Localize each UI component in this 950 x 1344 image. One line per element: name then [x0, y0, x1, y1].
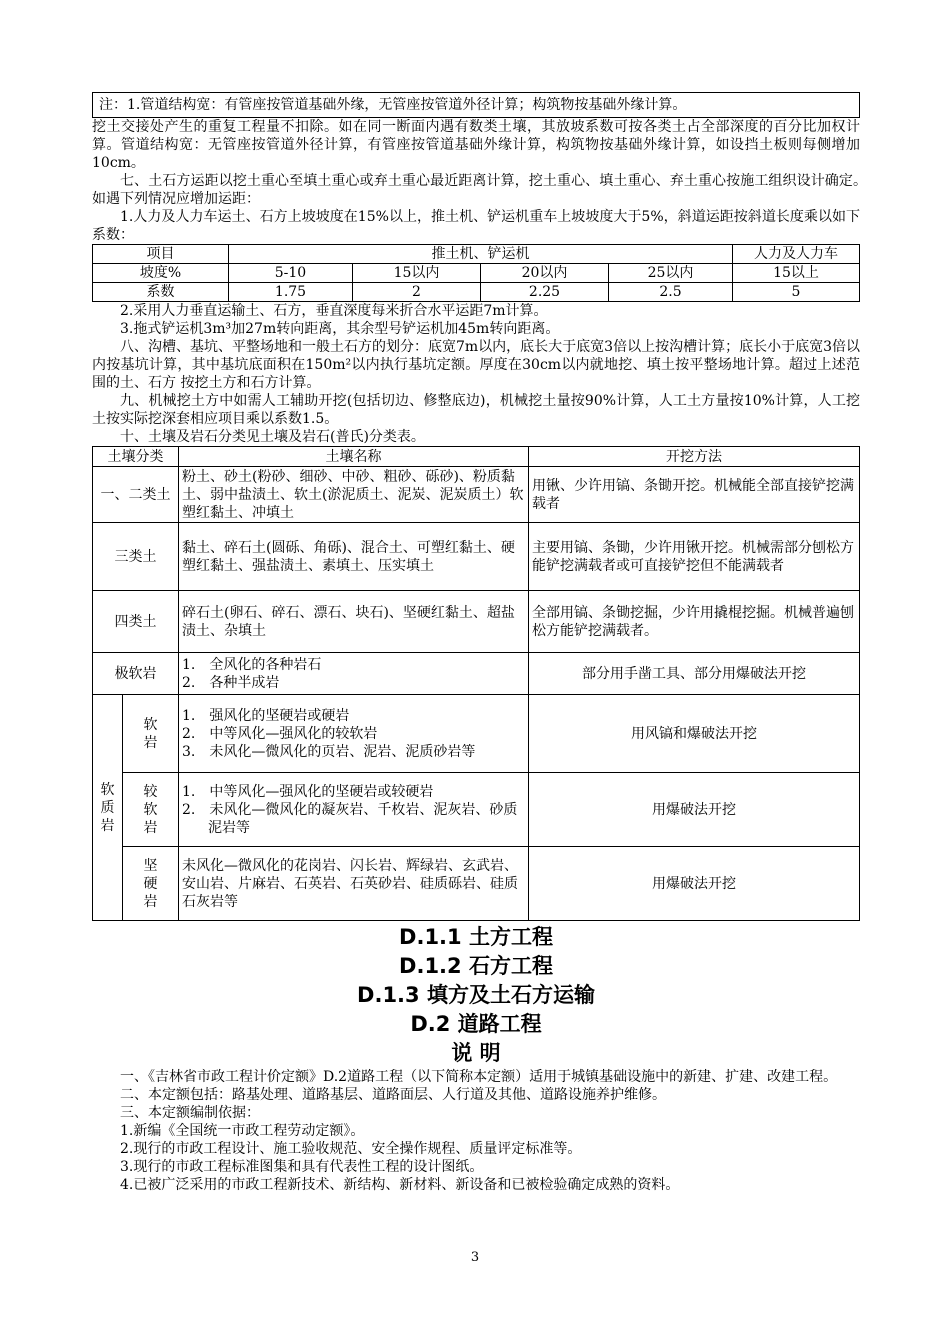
soil-name: 未风化—微风化的花岗岩、闪长岩、辉绿岩、玄武岩、安山岩、片麻岩、石英岩、石英砂岩、硅质砾岩、硅质石灰岩等 — [179, 847, 529, 921]
list-item: 1. 中等风化—强风化的坚硬岩或较硬岩 — [182, 783, 434, 800]
table-header: 人力及人力车 — [733, 245, 860, 264]
table-cell: 5 — [733, 283, 860, 302]
paragraph: 二、本定额包括：路基处理、道路基层、道路面层、人行道及其他、道路设施养护维修。 — [120, 1087, 666, 1103]
paragraph: 3.现行的市政工程标准图集和具有代表性工程的设计图纸。 — [120, 1159, 484, 1175]
rock-subclass — [123, 847, 179, 921]
soil-class: 一、二类土 — [93, 467, 179, 523]
paragraph: 九、机械挖土方中如需人工辅助开挖(包括切边、修整底边)，机械挖土量按90%计算，人工土方量按10%计算，人工挖土按实际挖深套相应项目乘以系数1.5。 — [92, 393, 860, 427]
table-header: 开挖方法 — [529, 447, 860, 467]
table-cell: 2 — [353, 283, 481, 302]
soil-name — [179, 773, 529, 847]
rock-subclass — [123, 773, 179, 847]
paragraph: 1.新编《全国统一市政工程劳动定额》。 — [120, 1123, 365, 1139]
soil-classification-table — [92, 446, 860, 921]
table-header: 推土机、铲运机 — [229, 245, 733, 264]
paragraph: 七、土石方运距以挖土重心至填土重心或弃土重心最近距离计算，挖土重心、填土重心、弃土重心按施工组织设计确定。 如遇下列情况应增加运距： — [92, 173, 874, 207]
dig-method: 用爆破法开挖 — [529, 847, 860, 921]
table-row — [93, 773, 860, 847]
table-row — [93, 695, 860, 773]
paragraph: 2.采用人力垂直运输土、石方，垂直深度每米折合水平运距7m计算。 — [120, 303, 548, 319]
table-cell: 20以内 — [481, 264, 609, 283]
soil-name: 粉土、砂土(粉砂、细砂、中砂、粗砂、砾砂)、粉质黏土、弱中盐渍土、软土(淤泥质土、泥炭、泥炭质土）软塑红黏土、冲填土 — [179, 467, 529, 523]
table-row — [93, 591, 860, 653]
table-cell: 坡度% — [93, 264, 229, 283]
table-header: 土壤分类 — [93, 447, 179, 467]
document-page — [92, 92, 874, 1194]
table-cell: 2.5 — [609, 283, 733, 302]
soil-name: 碎石土(卵石、碎石、漂石、块石)、坚硬红黏土、超盐渍土、杂填土 — [179, 591, 529, 653]
table-cell: 15以上 — [733, 264, 860, 283]
list-item: 2. 各种半成岩 — [182, 674, 280, 691]
subclass-label: 坚硬岩 — [143, 857, 158, 910]
subclass-label: 软岩 — [143, 716, 158, 751]
table-cell: 系数 — [93, 283, 229, 302]
soft-rock-group — [93, 695, 123, 921]
dig-method: 用爆破法开挖 — [529, 773, 860, 847]
table-cell: 5-10 — [229, 264, 353, 283]
slope-coefficient-table — [92, 244, 860, 302]
dig-method: 用锹、少许用镐、条锄开挖。机械能全部直接铲挖满载者 — [529, 467, 860, 523]
section-heading: D.1.2 石方工程 — [399, 954, 553, 978]
paragraph: 三、本定额编制依据： — [120, 1105, 260, 1121]
subclass-label: 较软岩 — [143, 783, 158, 836]
table-cell: 25以内 — [609, 264, 733, 283]
table-header: 土壤名称 — [179, 447, 529, 467]
soil-class: 四类土 — [93, 591, 179, 653]
list-item: 2. 未风化—微风化的凝灰岩、千枚岩、泥灰岩、砂质泥岩等 — [182, 801, 518, 836]
table-row — [93, 264, 860, 283]
table-cell: 15以内 — [353, 264, 481, 283]
dig-method: 主要用镐、条锄，少许用锹开挖。机械需部分刨松方能铲挖满载者或可直接铲挖但不能满载者 — [529, 523, 860, 591]
section-heading: D.1.3 填方及土石方运输 — [357, 983, 595, 1007]
dig-method: 部分用手凿工具、部分用爆破法开挖 — [529, 653, 860, 695]
soil-name: 黏土、碎石土(圆砾、角砾)、混合土、可塑红黏土、硬塑红黏土、强盐渍土、素填土、压实填土 — [179, 523, 529, 591]
dig-method: 用风镐和爆破法开挖 — [529, 695, 860, 773]
table-row — [93, 283, 860, 302]
table-row — [93, 847, 860, 921]
paragraph: 3.拖式铲运机3m³加27m转向距离，其余型号铲运机加45m转向距离。 — [120, 321, 560, 337]
table-header: 项目 — [93, 245, 229, 264]
paragraph: 八、沟槽、基坑、平整场地和一般土石方的划分：底宽7m以内，底长大于底宽3倍以上按沟槽计算；底长小于底宽3倍以内按基坑计算，其中基坑底面积在150m²以内执行基坑定额。厚度在30cm以内就地挖、填土按平整场地计算。超过上述范围的土、石方 按挖土方和石方计算。 — [92, 339, 860, 391]
paragraph: 十、土壤及岩石分类见土壤及岩石(普氏)分类表。 — [120, 429, 425, 445]
table-row — [93, 523, 860, 591]
list-item: 1. 强风化的坚硬岩或硬岩 — [182, 707, 350, 724]
list-item: 3. 未风化—微风化的页岩、泥岩、泥质砂岩等 — [182, 743, 476, 760]
soil-name — [179, 653, 529, 695]
soil-class: 三类土 — [93, 523, 179, 591]
paragraph: 一、《吉林省市政工程计价定额》D.2道路工程（以下简称本定额）适用于城镇基础设施中的新建、扩建、改建工程。 — [120, 1069, 838, 1085]
table-row — [93, 467, 860, 523]
section-heading: D.2 道路工程 — [410, 1012, 542, 1036]
note-box: 注：1.管道结构宽：有管座按管道基础外缘，无管座按管道外径计算；构筑物按基础外缘计算。 — [92, 92, 860, 118]
group-label: 软质岩 — [100, 781, 115, 834]
soil-class: 极软岩 — [93, 653, 179, 695]
dig-method: 全部用镐、条锄挖掘，少许用撬棍挖掘。机械普遍刨松方能铲挖满载者。 — [529, 591, 860, 653]
paragraph: 2.现行的市政工程设计、施工验收规范、安全操作规程、质量评定标准等。 — [120, 1141, 582, 1157]
paragraph: 挖土交接处产生的重复工程量不扣除。如在同一断面内遇有数类土壤，其放坡系数可按各类土占全部深度的百分比加权计算。管道结构宽：无管座按管道外径计算，有管座按管道基础外缘计算，构筑物按基础外缘计算，如设挡土板则每侧增加10cm。 — [92, 119, 860, 171]
list-item: 2. 中等风化—强风化的较软岩 — [182, 725, 378, 742]
table-row — [93, 653, 860, 695]
section-heading: D.1.1 土方工程 — [399, 925, 553, 949]
rock-subclass — [123, 695, 179, 773]
paragraph: 4.已被广泛采用的市政工程新技术、新结构、新材料、新设备和已被检验确定成熟的资料。 — [120, 1177, 680, 1193]
table-cell: 1.75 — [229, 283, 353, 302]
page-number: 3 — [470, 1250, 480, 1265]
soil-name — [179, 695, 529, 773]
table-cell: 2.25 — [481, 283, 609, 302]
section-heading: 说 明 — [451, 1041, 501, 1065]
paragraph: 1.人力及人力车运土、石方上坡坡度在15%以上，推土机、铲运机重车上坡坡度大于5%，斜道运距按斜道长度乘以如下系数： — [92, 209, 860, 243]
list-item: 1. 全风化的各种岩石 — [182, 656, 322, 673]
